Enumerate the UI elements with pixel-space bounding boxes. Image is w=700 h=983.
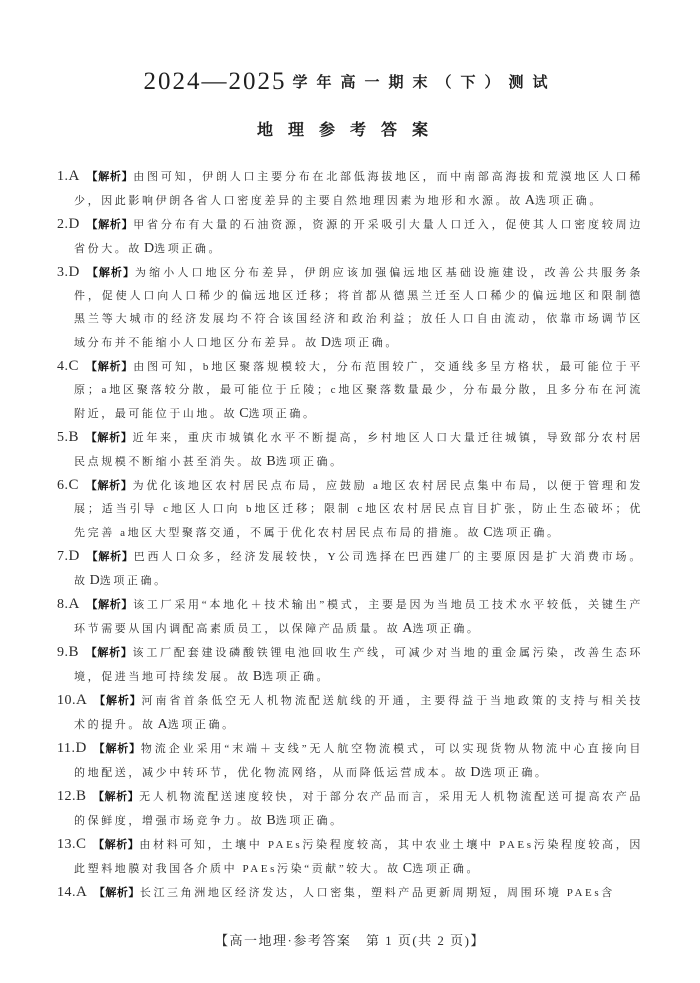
analysis-text: 长江三角洲地区经济发达，人口密集，塑料产品更新周期短，周围环境 PAEs含 (139, 887, 615, 899)
answer-item (57, 689, 643, 737)
question-number: 14. (57, 885, 76, 900)
question-number: 2. (57, 217, 69, 232)
exam-title-year: 2024—2025 (143, 68, 287, 95)
analysis-tag: 【解析】 (93, 695, 142, 707)
answer-item (57, 593, 643, 641)
verdict-letter: A (524, 193, 535, 208)
verdict-text: 选项正确。 (275, 456, 344, 468)
answer-item (57, 355, 643, 426)
verdict-text: 选项正确。 (492, 527, 561, 539)
analysis-tag: 【解析】 (86, 219, 134, 231)
answer-item (57, 165, 643, 213)
verdict-text: 选项正确。 (154, 243, 223, 255)
document-header (0, 68, 700, 140)
answer-letter: A (76, 692, 87, 708)
analysis-text: 该工厂配套建设磷酸铁锂电池回收生产线，可减少对当地的重金属污染，改善生态环境，促进当地可持续发展。故 (74, 647, 643, 683)
question-number: 6. (57, 478, 69, 493)
subject-subtitle: 地理参考答案 (256, 122, 443, 139)
analysis-tag: 【解析】 (86, 171, 134, 183)
question-number: 8. (57, 597, 69, 612)
answer-letter: D (68, 548, 80, 564)
analysis-text: 由图可知，伊朗人口主要分布在北部低海拔地区，而中南部高海拔和荒漠地区人口稀少，因此影响伊朗各省人口密度差异的主要自然地理因素为地形和水源。故 (74, 171, 644, 207)
analysis-tag: 【解析】 (93, 887, 140, 899)
answer-letter: B (68, 429, 79, 445)
analysis-text: 由材料可知，土壤中 PAEs污染程度较高，其中农业土壤中 PAEs污染程度较高，因此塑料地膜对我国各介质中 PAEs污染“贡献”较大。故 (74, 839, 644, 875)
analysis-tag: 【解析】 (93, 743, 141, 755)
answer-item (57, 545, 643, 593)
exam-title (0, 68, 700, 96)
answer-letter: D (75, 740, 87, 756)
answer-letter: C (68, 358, 79, 374)
answer-letter: B (68, 644, 79, 660)
verdict-letter: C (402, 861, 413, 876)
verdict-letter: B (266, 813, 276, 828)
analysis-tag: 【解析】 (86, 267, 135, 279)
verdict-text: 选项正确。 (412, 863, 481, 875)
answer-item (57, 213, 643, 261)
analysis-text: 甲省分布有大量的石油资源，资源的开采吸引大量人口迁入，促使其人口密度较周边省份大。故 (74, 219, 644, 255)
question-number: 11. (57, 741, 76, 756)
question-number: 5. (57, 430, 69, 445)
verdict-letter: A (402, 621, 413, 636)
answer-item (57, 261, 643, 355)
verdict-text: 选项正确。 (248, 408, 317, 420)
verdict-text: 选项正确。 (480, 767, 549, 779)
answer-item (57, 474, 643, 545)
analysis-text: 近年来，重庆市城镇化水平不断提高，乡村地区人口大量迁往城镇，导致部分农村居民点规模不断缩小甚至消失。故 (74, 432, 643, 468)
analysis-tag: 【解析】 (86, 551, 134, 563)
answer-letter: A (68, 596, 80, 612)
verdict-text: 选项正确。 (534, 195, 603, 207)
verdict-letter: A (157, 717, 168, 732)
answer-item (57, 426, 643, 474)
answer-letter: A (76, 884, 87, 900)
verdict-text: 选项正确。 (412, 623, 481, 635)
verdict-letter: C (483, 525, 493, 540)
answer-item (57, 785, 643, 833)
answer-letter: A (68, 168, 80, 184)
answer-letter: D (68, 264, 80, 280)
analysis-tag: 【解析】 (85, 647, 133, 659)
analysis-text: 为缩小人口地区分布差异，伊朗应该加强偏远地区基础设施建设，改善公共服务条件，促使人口向人口稀少的偏远地区迁移；将首都从德黑兰迁至人口稀少的偏远地区和限制德黑兰等大城市的经济发展均不符合该国经济和政治利益；放任人口自由流动，依靠市场调节区域分布并不能缩小人口地区分布差异。故 (74, 267, 643, 349)
page-footer: 【高一地理·参考答案 第 1 页(共 2 页)】 (215, 933, 485, 948)
question-number: 1. (57, 169, 69, 184)
verdict-letter: D (470, 765, 481, 780)
verdict-letter: D (320, 335, 331, 350)
analysis-text: 巴西人口众多，经济发展较快，Y公司选择在巴西建厂的主要原因是扩大消费市场。故 (74, 551, 643, 587)
question-number: 13. (57, 837, 76, 852)
answer-letter: C (68, 477, 79, 493)
verdict-letter: D (89, 573, 100, 588)
question-number: 3. (57, 265, 69, 280)
verdict-letter: D (144, 241, 155, 256)
analysis-text: 物流企业采用“末端＋支线”无人航空物流模式，可以实现货物从物流中心直接向目的地配送，减少中转环节，优化物流网络，从而降低运营成本。故 (74, 743, 644, 779)
analysis-tag: 【解析】 (93, 791, 140, 803)
analysis-text: 无人机物流配送速度较快，对于部分农产品而言，采用无人机物流配送可提高农产品的保鲜度，增强市场竞争力。故 (74, 791, 644, 827)
verdict-text: 选项正确。 (99, 575, 168, 587)
question-number: 10. (57, 693, 76, 708)
question-number: 7. (57, 549, 69, 564)
answers-list (57, 165, 643, 905)
verdict-text: 选项正确。 (262, 671, 331, 683)
answer-item (57, 641, 643, 689)
analysis-tag: 【解析】 (85, 480, 133, 492)
verdict-text: 选项正确。 (167, 719, 236, 731)
answer-item (57, 833, 643, 881)
analysis-text: 为优化该地区农村居民点布局，应鼓励 a地区农村居民点集中布局，以便于管理和发展；适当引导 c地区人口向 b地区迁移；限制 c地区农村居民点盲目扩张，防止生态破坏；优先完善 a地区大型聚落交通，不属于优化农村居民点布局的措施。故 (74, 480, 643, 539)
answer-item (57, 737, 643, 785)
answer-letter: C (76, 836, 87, 852)
analysis-tag: 【解析】 (85, 361, 134, 373)
analysis-tag: 【解析】 (86, 599, 134, 611)
analysis-text: 河南省首条低空无人机物流配送航线的开通，主要得益于当地政策的支持与相关技术的提升。故 (74, 695, 643, 731)
verdict-text: 选项正确。 (275, 815, 344, 827)
verdict-letter: C (239, 406, 249, 421)
analysis-tag: 【解析】 (85, 432, 133, 444)
analysis-text: 该工厂采用“本地化＋技术输出”模式，主要是因为当地员工技术水平较低，关键生产环节需要从国内调配高素质员工，以保障产品质量。故 (74, 599, 644, 635)
exam-title-text: 学年高一期末（下）测试 (292, 75, 557, 91)
analysis-text: 由图可知，b地区聚落规模较大，分布范围较广，交通线多呈方格状，最可能位于平原；a地区聚落较分散，最可能位于丘陵；c地区聚落数量最少，分布最分散，且多分布在河流附近，最可能位于山地。故 (74, 361, 644, 420)
answer-item (57, 881, 643, 905)
analysis-tag: 【解析】 (93, 839, 140, 851)
answer-letter: D (68, 216, 80, 232)
question-number: 12. (57, 789, 76, 804)
question-number: 4. (57, 359, 69, 374)
verdict-letter: B (266, 454, 276, 469)
question-number: 9. (57, 645, 69, 660)
verdict-letter: B (252, 669, 263, 684)
verdict-text: 选项正确。 (330, 337, 399, 349)
answer-letter: B (76, 788, 87, 804)
